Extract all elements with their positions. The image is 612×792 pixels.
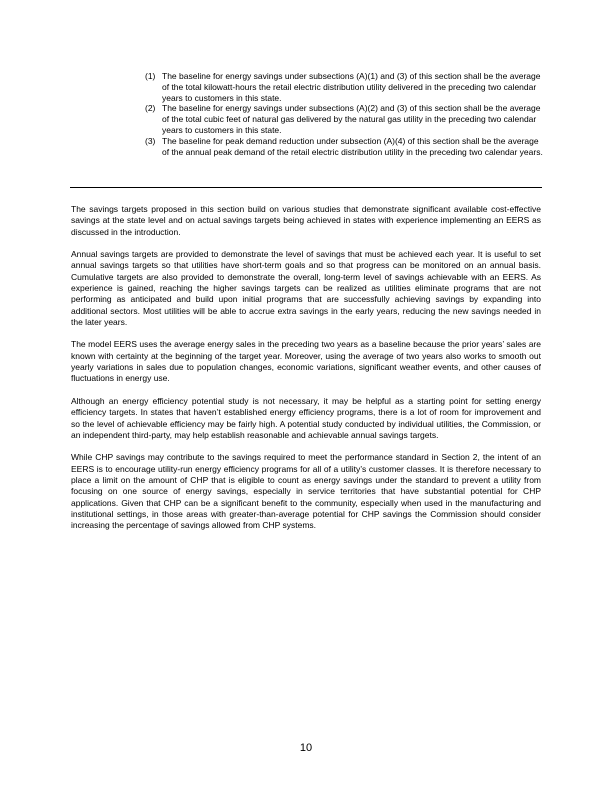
commentary-body [71, 204, 541, 543]
list-item [145, 71, 545, 103]
paragraph: Annual savings targets are provided to demonstrate the level of savings that must be achieved each year. It is useful to set annual savings targets so that utilities have short-term goals and so that progress can be monitored on an annual basis. Cumulative targets are also provided to demonstrate the overall, long-term level of savings achievable with an EERS. As experience is gained, reaching the higher savings targets can be realized as utilities eliminate programs that are not performing as anticipated and build upon initial programs that are successfully achieving savings by expanding into additional sectors. Most utilities will be able to accrue extra savings in the early years, reducing the new savings needed in the later years. [71, 249, 541, 328]
baseline-numbered-list [145, 71, 545, 157]
page-number: 10 [299, 742, 313, 754]
paragraph: Although an energy efficiency potential study is not necessary, it may be helpful as a starting point for setting energy efficiency targets. In states that haven’t established energy efficiency programs, there is a lot of room for improvement and so the level of achievable efficiency may be fairly high. A potential study conducted by individual utilities, the Commission, or an independent third-party, may help establish reasonable and achievable annual savings targets. [71, 395, 541, 440]
paragraph: The savings targets proposed in this section build on various studies that demonstrate significant available cost-effective savings at the state level and on actual savings targets being achieved in states with experience implementing an EERS as discussed in the introduction. [71, 204, 541, 237]
section-divider [70, 187, 542, 188]
paragraph: The model EERS uses the average energy sales in the preceding two years as a baseline because the prior years’ sales are known with certainty at the beginning of the target year. Moreover, using the average of two years also works to smooth out yearly variations in sales due to population changes, economic variations, significant weather events, and other causes of fluctuations in energy use. [71, 339, 541, 384]
list-item-text: The baseline for peak demand reduction under subsection (A)(4) of this section shall be the average of the annual peak demand of the retail electric distribution utility in the preceding two calendar years. [162, 135, 543, 157]
paragraph: While CHP savings may contribute to the savings required to meet the performance standard in Section 2, the intent of an EERS is to encourage utility-run energy efficiency programs for all of a utility’s customer classes. It is therefore necessary to place a limit on the amount of CHP that is eligible to count as energy savings under the standard to prevent a utility from focusing on one source of energy savings, especially in service territories that have substantial potential for CHP applications. Given that CHP can be a significant benefit to the community, especially when used in the manufacturing and institutional settings, in those areas with greater-than-average potential for CHP savings the Commission should consider increasing the percentage of savings allowed from CHP systems. [71, 452, 541, 531]
list-item-number: (3) [145, 135, 156, 146]
list-item-text: The baseline for energy savings under subsections (A)(2) and (3) of this section shall be the average of the total cubic feet of natural gas delivered by the natural gas utility in the preceding two calendar years to customers in this state. [162, 103, 541, 135]
list-item-text: The baseline for energy savings under subsections (A)(1) and (3) of this section shall be the average of the total kilowatt-hours the retail electric distribution utility delivered in the preceding two calendar years to customers in this state. [162, 71, 541, 103]
list-item-number: (1) [145, 71, 156, 81]
list-item [145, 136, 545, 158]
list-item-number: (2) [145, 103, 156, 114]
list-item [145, 103, 545, 135]
